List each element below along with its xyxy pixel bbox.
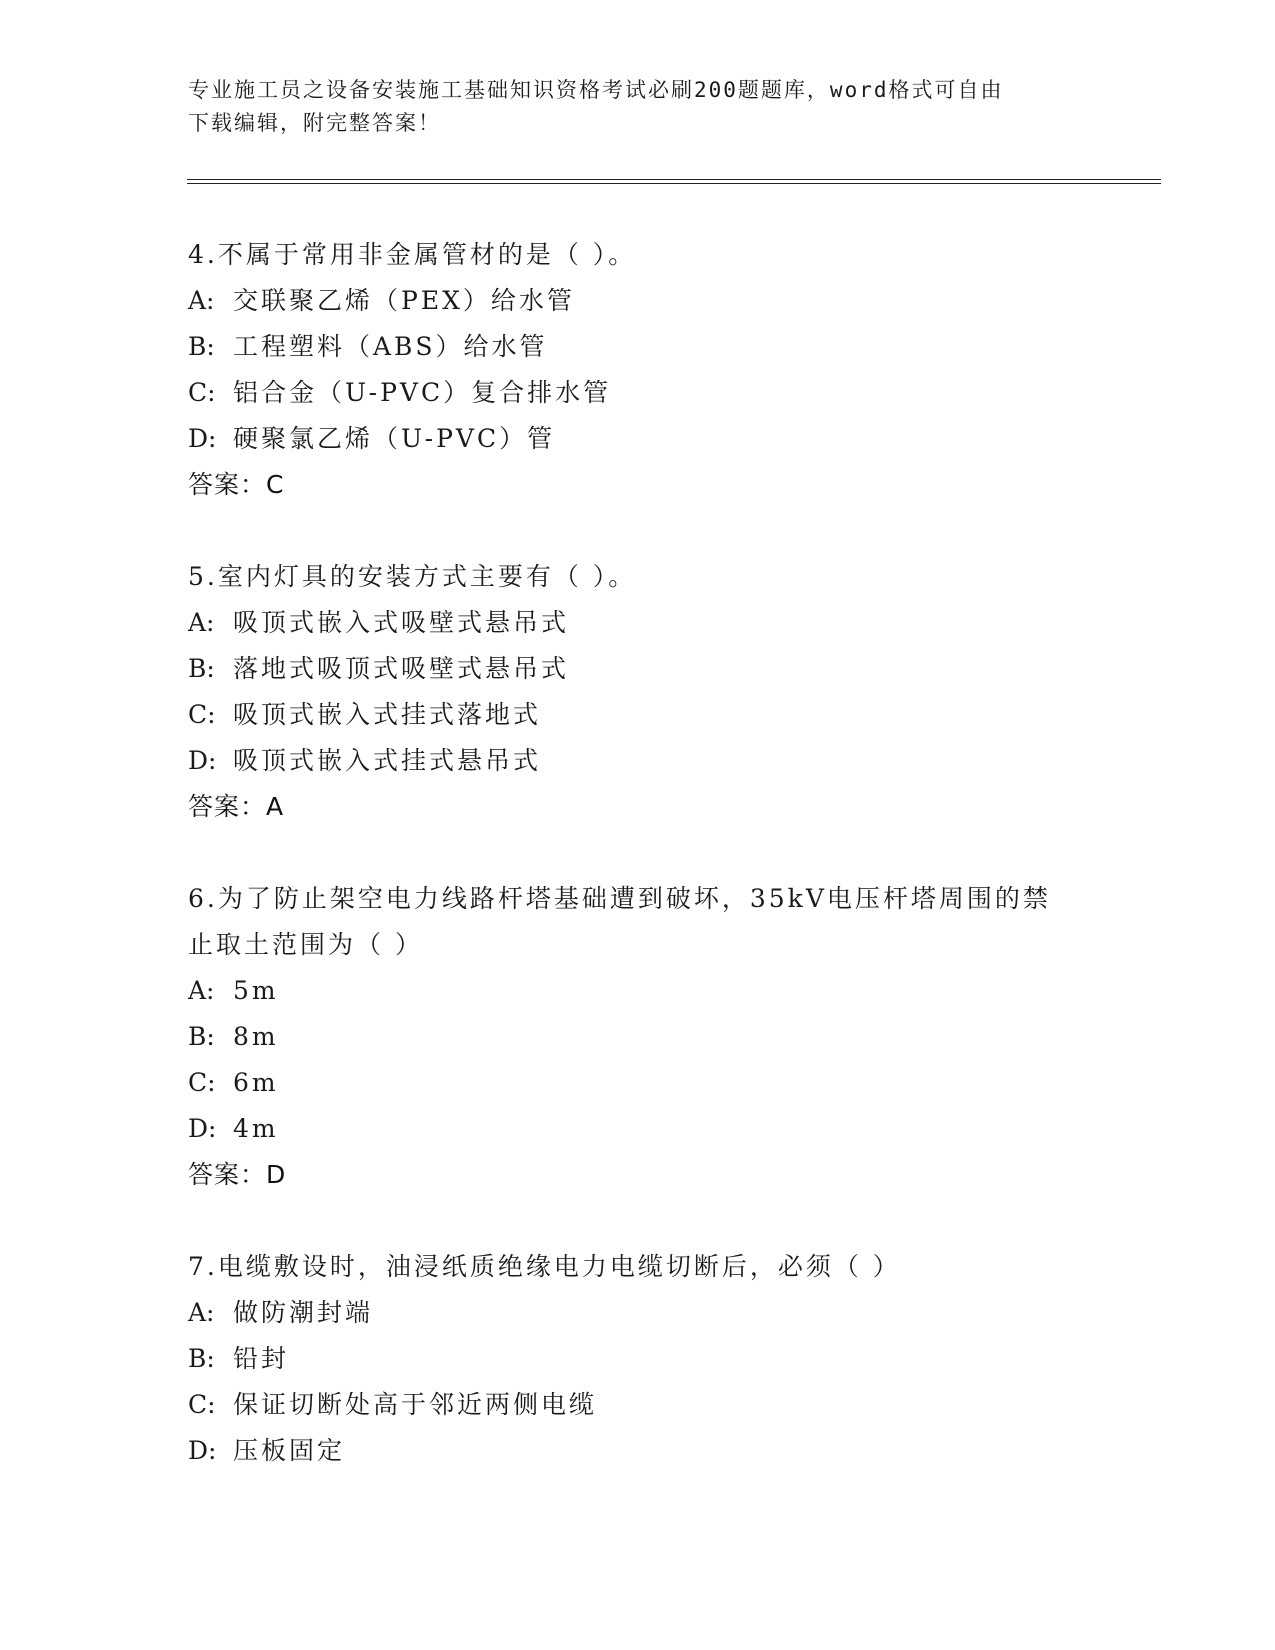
option-text: 铝合金（U-PVC）复合排水管 [233, 378, 612, 407]
option-d [188, 1106, 1088, 1152]
option-key: B: [188, 332, 215, 361]
header-line-1: 专业施工员之设备安装施工基础知识资格考试必刷200题题库，word格式可自由 [188, 78, 1004, 102]
option-key: A: [188, 976, 215, 1005]
option-a [188, 968, 1088, 1014]
option-key: D: [188, 1436, 217, 1465]
option-b [188, 646, 1088, 692]
question-stem: 4.不属于常用非金属管材的是（ ）。 [188, 240, 637, 269]
option-text: 吸顶式嵌入式吸壁式悬吊式 [233, 608, 570, 637]
option-key: A: [188, 1298, 215, 1327]
option-key: B: [188, 654, 215, 683]
option-b [188, 1336, 1088, 1382]
question-stem: 6.为了防止架空电力线路杆塔基础遭到破坏，35kV电压杆塔周围的禁止取土范围为（ ） [188, 884, 1051, 959]
answer-line: 答案：D [188, 1160, 287, 1189]
option-key: A: [188, 286, 215, 315]
question-4 [188, 232, 1088, 508]
option-text: 4m [233, 1114, 279, 1143]
question-6 [188, 876, 1088, 1198]
option-d [188, 1428, 1088, 1474]
option-key: D: [188, 424, 217, 453]
option-key: A: [188, 608, 215, 637]
option-text: 8m [233, 1022, 279, 1051]
question-stem: 5.室内灯具的安装方式主要有（ ）。 [188, 562, 637, 591]
document-header [188, 74, 1088, 140]
header-double-rule [187, 179, 1161, 184]
option-text: 交联聚乙烯（PEX）给水管 [233, 286, 575, 315]
option-c [188, 1060, 1088, 1106]
answer-line: 答案：C [188, 470, 285, 499]
option-c [188, 692, 1088, 738]
option-key: B: [188, 1022, 215, 1051]
question-7 [188, 1244, 1088, 1474]
option-key: C: [188, 378, 216, 407]
option-key: C: [188, 1390, 216, 1419]
option-key: C: [188, 1068, 216, 1097]
option-d [188, 416, 1088, 462]
option-text: 落地式吸顶式吸壁式悬吊式 [233, 654, 570, 683]
option-text: 工程塑料（ABS）给水管 [233, 332, 548, 361]
option-c [188, 370, 1088, 416]
option-key: C: [188, 700, 216, 729]
option-key: D: [188, 746, 217, 775]
question-stem: 7.电缆敷设时，油浸纸质绝缘电力电缆切断后，必须（ ） [188, 1252, 901, 1281]
option-text: 吸顶式嵌入式挂式悬吊式 [233, 746, 542, 775]
question-list [188, 232, 1088, 1520]
option-key: D: [188, 1114, 217, 1143]
option-a [188, 278, 1088, 324]
option-text: 硬聚氯乙烯（U-PVC）管 [233, 424, 556, 453]
option-b [188, 1014, 1088, 1060]
option-key: B: [188, 1344, 215, 1373]
option-text: 6m [233, 1068, 279, 1097]
option-a [188, 1290, 1088, 1336]
option-text: 做防潮封端 [233, 1298, 374, 1327]
header-line-2: 下载编辑，附完整答案！ [188, 111, 441, 135]
option-text: 5m [233, 976, 279, 1005]
option-b [188, 324, 1088, 370]
option-d [188, 738, 1088, 784]
option-text: 吸顶式嵌入式挂式落地式 [233, 700, 542, 729]
option-a [188, 600, 1088, 646]
option-c [188, 1382, 1088, 1428]
option-text: 保证切断处高于邻近两侧电缆 [233, 1390, 598, 1419]
answer-line: 答案：A [188, 792, 285, 821]
option-text: 压板固定 [233, 1436, 346, 1465]
option-text: 铅封 [233, 1344, 290, 1373]
question-5 [188, 554, 1088, 830]
